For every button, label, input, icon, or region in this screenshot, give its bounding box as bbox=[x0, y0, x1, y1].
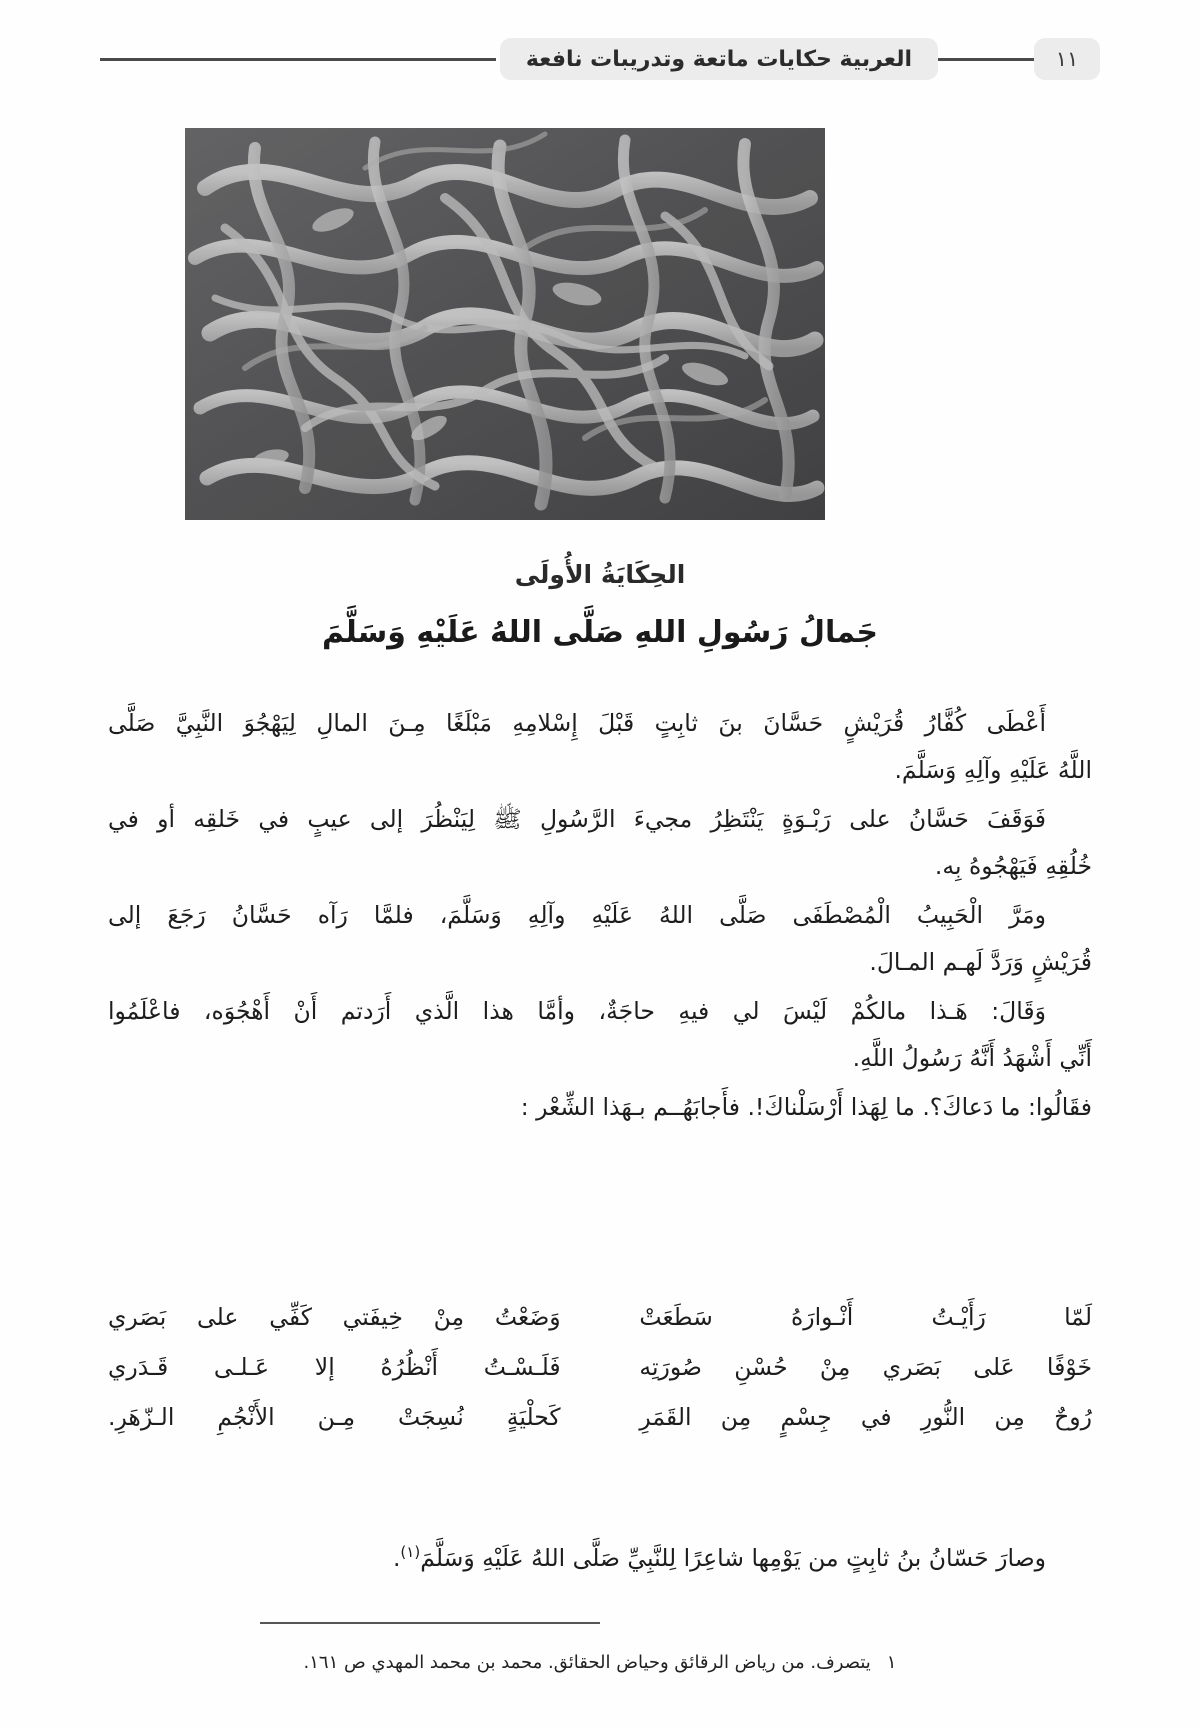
paragraph-2-line-2: خُلُقِهِ فَيَهْجُوهُ بِه. bbox=[934, 852, 1092, 880]
paragraph-3-line-2: قُرَيْشٍ وَرَدَّ لَهـم المـالَ. bbox=[869, 948, 1092, 976]
closing-period: . bbox=[392, 1544, 401, 1572]
paragraph-2-line-1: فَوَقَفَ حَسَّانُ على رَبْـوَةٍ يَنْتَظِرُ مجيءَ الرَّسُولِ ﷺ لِيَنْظُرَ إلى عيبٍ في خَلقِه أو في bbox=[108, 805, 1046, 833]
page-header bbox=[100, 36, 1100, 82]
header-rule-left bbox=[938, 58, 1034, 61]
verse-2-hemistich-1: خَوْفًا عَلى بَصَري مِنْ حُسْنِ صُورَتِه bbox=[639, 1353, 1092, 1381]
verse-3-hemistich-1: رُوحٌ مِن النُّورِ في جِسْمٍ مِن القَمَرِ bbox=[639, 1403, 1092, 1431]
page-title: جَمالُ رَسُولِ اللهِ صَلَّى اللهُ عَلَيْهِ وَسَلَّمَ bbox=[322, 615, 878, 650]
calligraphy-figure bbox=[185, 128, 825, 520]
closing-text: وصارَ حَسّانُ بنُ ثابِتٍ من يَوْمِها شاعِرًا لِلنَّبِيِّ صَلَّى اللهُ عَلَيْهِ وَسَلَّمَ bbox=[420, 1544, 1046, 1572]
verse-row bbox=[108, 1292, 1092, 1342]
paragraph-3-line-1: ومَرَّ الْحَبِيبُ الْمُصْطَفَى صَلَّى اللهُ عَلَيْهِ وآلِهِ وَسَلَّمَ، فلمَّا رَآه حَسَّانُ رَجَعَ إلى bbox=[108, 901, 1046, 929]
verse-row bbox=[108, 1392, 1092, 1442]
paragraph-2 bbox=[108, 796, 1092, 890]
poem-block bbox=[108, 1292, 1092, 1442]
verse-row bbox=[108, 1342, 1092, 1392]
paragraph-4 bbox=[108, 988, 1092, 1082]
verse-3-hemistich-2: كَحلْيَةٍ نُسِجَتْ مِـن الأَنْجُمِ الـزّهَرِ. bbox=[108, 1403, 561, 1431]
paragraph-5 bbox=[108, 1084, 1092, 1131]
paragraph-5-line-1: فقَالُوا: ما دَعاكَ؟. ما لِهَذا أَرْسَلْناكَ!. فأَجابَهُــم بـهَذا الشِّعْر : bbox=[520, 1093, 1092, 1121]
paragraph-4-line-2: أَنِّي أَشْهَدُ أَنَّهُ رَسُولُ اللَّهِ. bbox=[852, 1044, 1092, 1072]
footnote bbox=[108, 1648, 1092, 1678]
footnote-number: ١ bbox=[886, 1652, 897, 1673]
paragraph-1 bbox=[108, 700, 1092, 794]
paragraph-1-line-1: أَعْطَى كُفَّارُ قُرَيْشٍ حَسَّانَ بنَ ثابِتٍ قَبْلَ إِسْلامِهِ مَبْلَغًا مِـنَ المالِ لِيَهْجُوَ النَّبِيَّ صَلَّى bbox=[108, 709, 1046, 737]
header-rule-right bbox=[100, 58, 496, 61]
footnote-text: يتصرف. من رياض الرقائق وحياض الحقائق. محمد بن محمد المهدي ص ١٦١. bbox=[303, 1652, 871, 1673]
calligraphy-artwork bbox=[185, 128, 825, 520]
article-body bbox=[108, 700, 1092, 1133]
verse-2-hemistich-2: فَلَـسْـتُ أَنْظُرُهُ إلا عَـلـى قَـدَري bbox=[108, 1353, 561, 1381]
paragraph-3 bbox=[108, 892, 1092, 986]
verse-1-hemistich-1: لَمّا رَأَيْـتُ أَنْـوارَهُ سَطَعَتْ bbox=[639, 1303, 1092, 1331]
verse-1-hemistich-2: وَضَعْتُ مِنْ خِيفَتي كَفِّي على بَصَري bbox=[108, 1303, 561, 1331]
page-number-chip: ١١ bbox=[1034, 38, 1100, 80]
book-title-chip: العربية حكايات ماتعة وتدريبات نافعة bbox=[500, 38, 938, 80]
story-label: الحِكَايَةُ الأُولَى bbox=[514, 560, 686, 589]
paragraph-4-line-1: وَقَالَ: هَـذا مالكُمْ لَيْسَ لي فيهِ حاجَةٌ، وأمَّا هذا الَّذي أَرَدتم أَنْ أَهْجُوَه، فاعْلَمُوا bbox=[108, 997, 1046, 1025]
paragraph-1-line-2: اللَّهُ عَلَيْهِ وآلِهِ وَسَلَّمَ. bbox=[894, 756, 1092, 784]
footnote-reference: (١) bbox=[400, 1543, 421, 1561]
footnote-divider bbox=[260, 1622, 600, 1624]
closing-paragraph bbox=[108, 1530, 1092, 1580]
